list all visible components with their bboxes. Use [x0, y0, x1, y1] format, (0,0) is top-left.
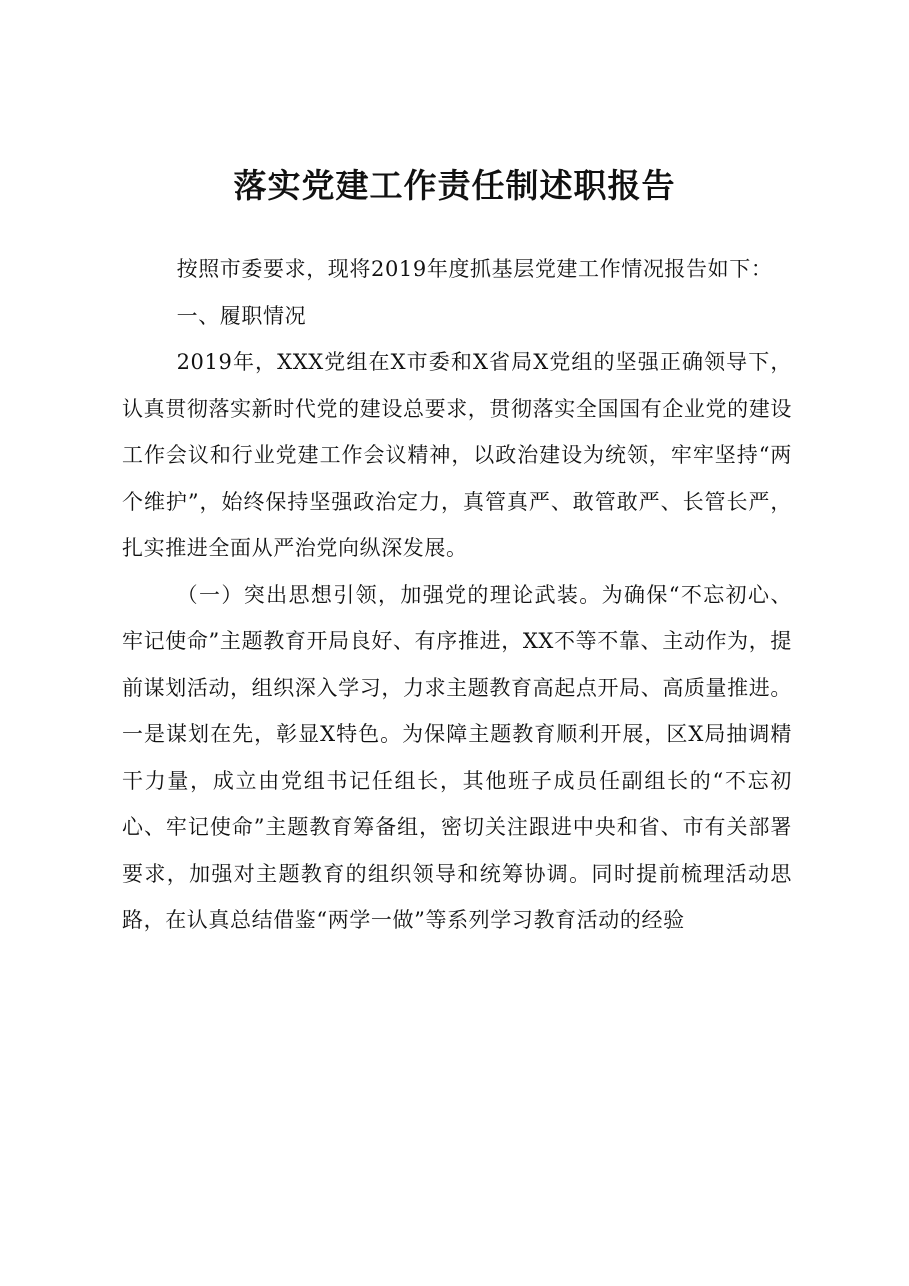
paragraph-subsection-1: （一）突出思想引领，加强党的理论武装。为确保“不忘初心、牢记使命”主题教育开局良好、有序推进，XX不等不靠、主动作为，提前谋划活动，组织深入学习，力求主题教育高起点开局、高质量推进。一是谋划在先，彰显X特色。为保障主题教育顺利开展，区X局抽调精干力量，成立由党组书记任组长，其他班子成员任副组长的“不忘初心、牢记使命”主题教育筹备组，密切关注跟进中央和省、市有关部署要求，加强对主题教育的组织领导和统筹协调。同时提前梳理活动思路，在认真总结借鉴“两学一做”等系列学习教育活动的经验: [122, 582, 792, 932]
section-heading-1: 一、履职情况: [176, 303, 307, 328]
paragraph-overview: 2019年，XXX党组在X市委和X省局X党组的坚强正确领导下，认真贯彻落实新时代党的建设总要求，贯彻落实全国国有企业党的建设工作会议和行业党建工作会议精神，以政治建设为统领，牢牢坚持“两个维护”，始终保持坚强政治定力，真管真严、敢管敢严、长管长严，扎实推进全面从严治党向纵深发展。: [122, 350, 792, 560]
document-body: [122, 246, 792, 944]
paragraph-intro: 按照市委要求，现将2019年度抓基层党建工作情况报告如下：: [176, 257, 773, 281]
document-title: 落实党建工作责任制述职报告: [233, 166, 676, 205]
